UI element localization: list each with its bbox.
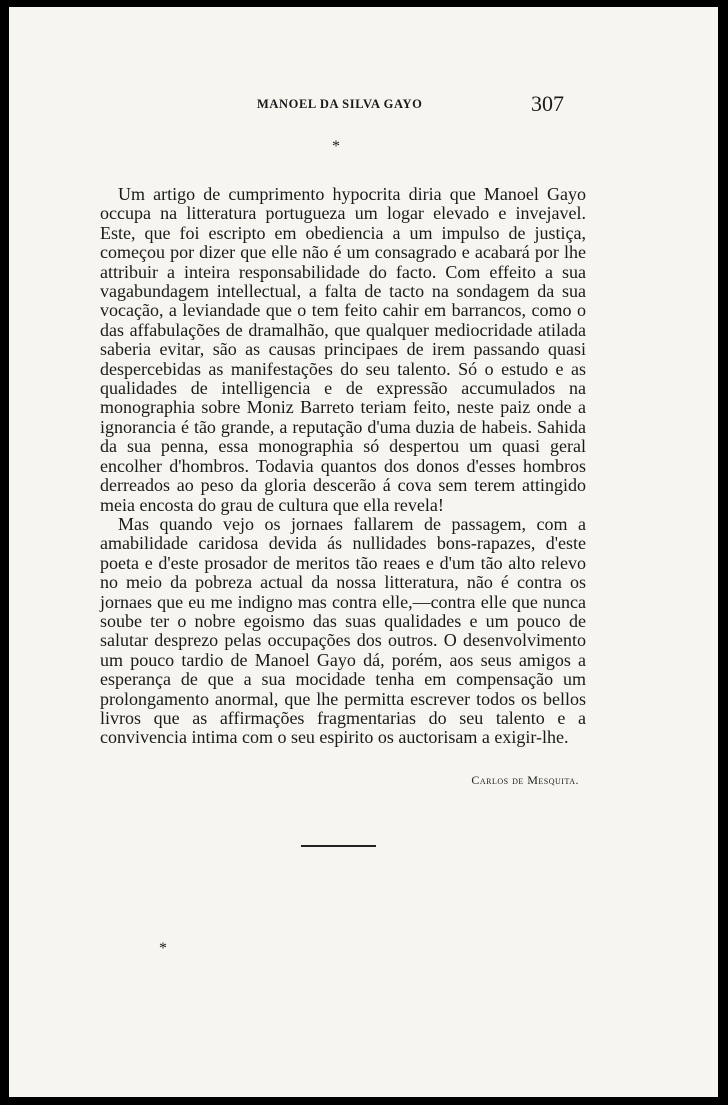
section-asterisk: * [332, 138, 340, 155]
page-number: 307 [531, 91, 564, 116]
paragraph: Mas quando vejo os jornaes fallarem de passagem, com a amabilidade caridosa devida ás nullidades bons-rapazes, d'este poeta e d'este prosador de meritos tão reaes e d'um tão alto relevo no meio da pobreza actual da nossa litteratura, não é contra os jornaes que eu me indigno mas contra elle,—contra elle que nunca soube ter o nobre egoismo das suas qualidades e um pouco de salutar desprezo pelas occupações dos outros. O desenvolvimento um pouco tardio de Manoel Gayo dá, porém, aos seus amigos a esperança de que a sua mocidade tenha em compensação um prolongamento anormal, que lhe permitta escrever todos os bellos livros que as affirmações fragmentarias do seu talento e a convivencia intima com o seu espirito os auctorisam a exigir-lhe. [100, 513, 586, 748]
margin-asterisk: * [159, 940, 167, 957]
article-body [100, 185, 586, 748]
running-head [9, 91, 718, 117]
running-title: MANOEL DA SILVA GAYO [257, 97, 423, 111]
section-divider-rule [301, 845, 376, 847]
paragraph: Um artigo de cumprimento hypocrita diria que Manoel Gayo occupa na litteratura portugueza um logar elevado e invejavel. Este, que foi escripto em obediencia a um impulso de justiça, começou por dizer que elle não é um consagrado e acabará por lhe attribuir a inteira responsabilidade do facto. Com effeito a sua vagabundagem intellectual, a falta de tacto na sondagem da sua vocação, a leviandade que o tem feito cahir em barrancos, como o das affabulações de dramalhão, que qualquer mediocridade atilada saberia evitar, são as causas principaes de irem passando quasi despercebidas as manifestações do seu talento. Só o estudo e as qualidades de intelligencia e de expressão accumulados na monographia sobre Moniz Barreto teriam feito, neste paiz onde a ignorancia é tão grande, a reputação d'uma duzia de habeis. Sahida da sua penna, essa monographia só despertou um quasi geral encolher d'hombros. Todavia quantos dos donos d'esses hombros derreados ao peso da gloria descerão á cova sem terem attingido meia encosta do grau de cultura que ella revela! [100, 184, 586, 515]
author-signature: Carlos de Mesquita. [471, 773, 579, 787]
book-page [9, 7, 718, 1097]
